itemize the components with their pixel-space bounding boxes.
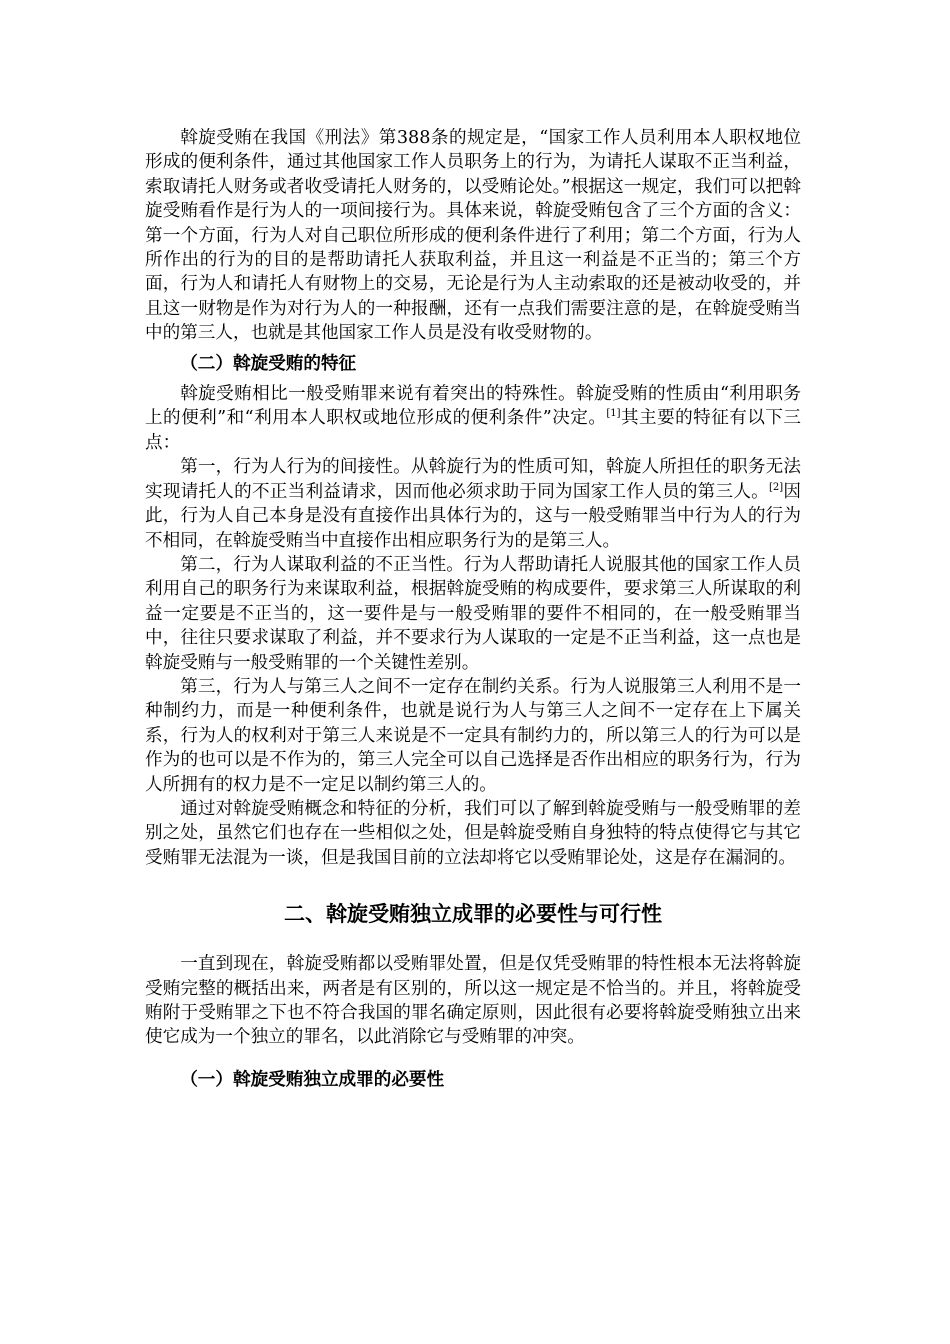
section-heading-two: 二、斡旋受贿独立成罪的必要性与可行性 [284, 902, 662, 927]
paragraph-feature-one [145, 455, 801, 553]
paragraph-features-intro [145, 382, 801, 455]
subheading-features: （二）斡旋受贿的特征 [180, 353, 357, 374]
feature-one-text-b: 因此，行为人自己本身是没有直接作出具体行为的，这与一般受贿罪当中行为人的行为不相同，在斡旋受贿当中直接作出相应职务行为的是第三人。 [145, 481, 801, 551]
footnote-ref-1: [1] [606, 408, 621, 420]
paragraph-feature-three: 第三，行为人与第三人之间不一定存在制约关系。行为人说服第三人利用不是一种制约力，而是一种便利条件，也就是说行为人与第三人之间不一定存在上下属关系，行为人的权利对于第三人来说是不一定具有制约力的，所以第三人的行为可以是作为的也可以是不作为的，第三人完全可以自己选择是否作出相应的职务行为，行为人所拥有的权力是不一定足以制约第三人的。 [145, 676, 801, 795]
subheading-necessity: （一）斡旋受贿独立成罪的必要性 [180, 1069, 445, 1090]
footnote-ref-2: [2] [768, 481, 784, 493]
paragraph-feature-two: 第二，行为人谋取利益的不正当性。行为人帮助请托人说服其他的国家工作人员利用自己的职务行为来谋取利益，根据斡旋受贿的构成要件，要求第三人所谋取的利益一定要是不正当的，这一要件是与一般受贿罪的要件不相同的，在一般受贿罪当中，往往只要求谋取了利益，并不要求行为人谋取的一定是不正当利益，这一点也是斡旋受贿与一般受贿罪的一个关键性差别。 [145, 554, 801, 673]
feature-one-text-a: 第一，行为人行为的间接性。从斡旋行为的性质可知，斡旋人所担任的职务无法实现请托人的不正当利益请求，因而他必须求助于同为国家工作人员的第三人。 [145, 457, 801, 502]
features-intro-text-a: 斡旋受贿相比一般受贿罪来说有着突出的特殊性。斡旋受贿的性质由“利用职务上的便利”和“利用本人职权或地位形成的便利条件”决定。 [145, 384, 801, 429]
features-intro-text-b: 其主要的特征有以下三点： [145, 408, 801, 453]
paragraph-definition: 斡旋受贿在我国《刑法》第388条的规定是，“国家工作人员利用本人职权地位形成的便利条件，通过其他国家工作人员职务上的行为，为请托人谋取不正当利益，索取请托人财务或者收受请托人财务的，以受贿论处。”根据这一规定，我们可以把斡旋受贿看作是行为人的一项间接行为。具体来说，斡旋受贿包含了三个方面的含义：第一个方面，行为人对自己职位所形成的便利条件进行了利用；第二个方面，行为人所作出的行为的目的是帮助请托人获取利益，并且这一利益是不正当的；第三个方面，行为人和请托人有财物上的交易，无论是行为人主动索取的还是被动收受的，并且这一财物是作为对行为人的一种报酬，还有一点我们需要注意的是，在斡旋受贿当中的第三人，也就是其他国家工作人员是没有收受财物的。 [145, 128, 801, 344]
paragraph-section-two-intro: 一直到现在，斡旋受贿都以受贿罪处置，但是仅凭受贿罪的特性根本无法将斡旋受贿完整的概括出来，两者是有区别的，所以这一规定是不恰当的。并且，将斡旋受贿附于受贿罪之下也不符合我国的罪名确定原则，因此很有必要将斡旋受贿独立出来使它成为一个独立的罪名，以此消除它与受贿罪的冲突。 [145, 954, 801, 1048]
paragraph-analysis-summary: 通过对斡旋受贿概念和特征的分析，我们可以了解到斡旋受贿与一般受贿罪的差别之处，虽然它们也存在一些相似之处，但是斡旋受贿自身独特的特点使得它与其它受贿罪无法混为一谈，但是我国目前的立法却将它以受贿罪论处，这是存在漏洞的。 [145, 798, 801, 868]
document-body [145, 126, 801, 1092]
